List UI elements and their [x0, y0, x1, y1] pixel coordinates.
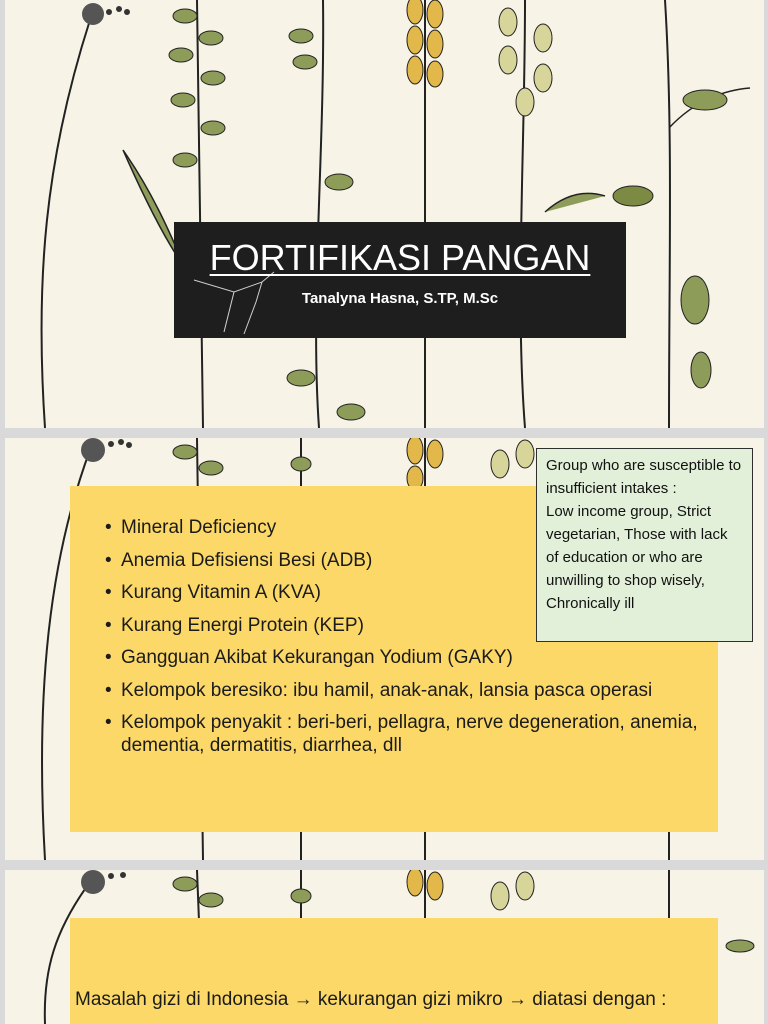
- bullet-item: • Kurang Vitamin A (KVA): [105, 581, 705, 604]
- note-heading: Group who are susceptible to insufficient intakes :: [546, 457, 742, 497]
- slide-3: [5, 870, 764, 1024]
- bullet-item: • Kelompok penyakit : beri-beri, pellagra, nerve degeneration, anemia, dementia, dermatitis, diarrhea, dll: [105, 711, 705, 757]
- slide-2: [5, 438, 764, 860]
- susceptible-groups-note: [536, 448, 753, 642]
- botanical-illustration: [5, 0, 764, 428]
- slide-3-statement: Masalah gizi di Indonesia → kekurangan gizi mikro → diatasi dengan :: [75, 989, 667, 1010]
- bullet-item: • Mineral Deficiency: [105, 516, 705, 539]
- bullet-item: • Anemia Defisiensi Besi (ADB): [105, 549, 705, 572]
- note-body: Low income group, Strict vegetarian, Those with lack of education or who are unwilling to shop wisely, Chronically ill: [546, 503, 728, 612]
- bullet-item: • Kelompok beresiko: ibu hamil, anak-anak, lansia pasca operasi: [105, 679, 705, 702]
- slide-1: [5, 0, 764, 428]
- slide-title: FORTIFIKASI PANGAN: [209, 237, 591, 278]
- bullet-item: • Gangguan Akibat Kekurangan Yodium (GAKY): [105, 646, 705, 669]
- presenter-name: Tanalyna Hasna, S.TP, M.Sc: [301, 290, 499, 307]
- title-box: [174, 222, 626, 338]
- bullet-item: • Kurang Energi Protein (KEP): [105, 614, 705, 637]
